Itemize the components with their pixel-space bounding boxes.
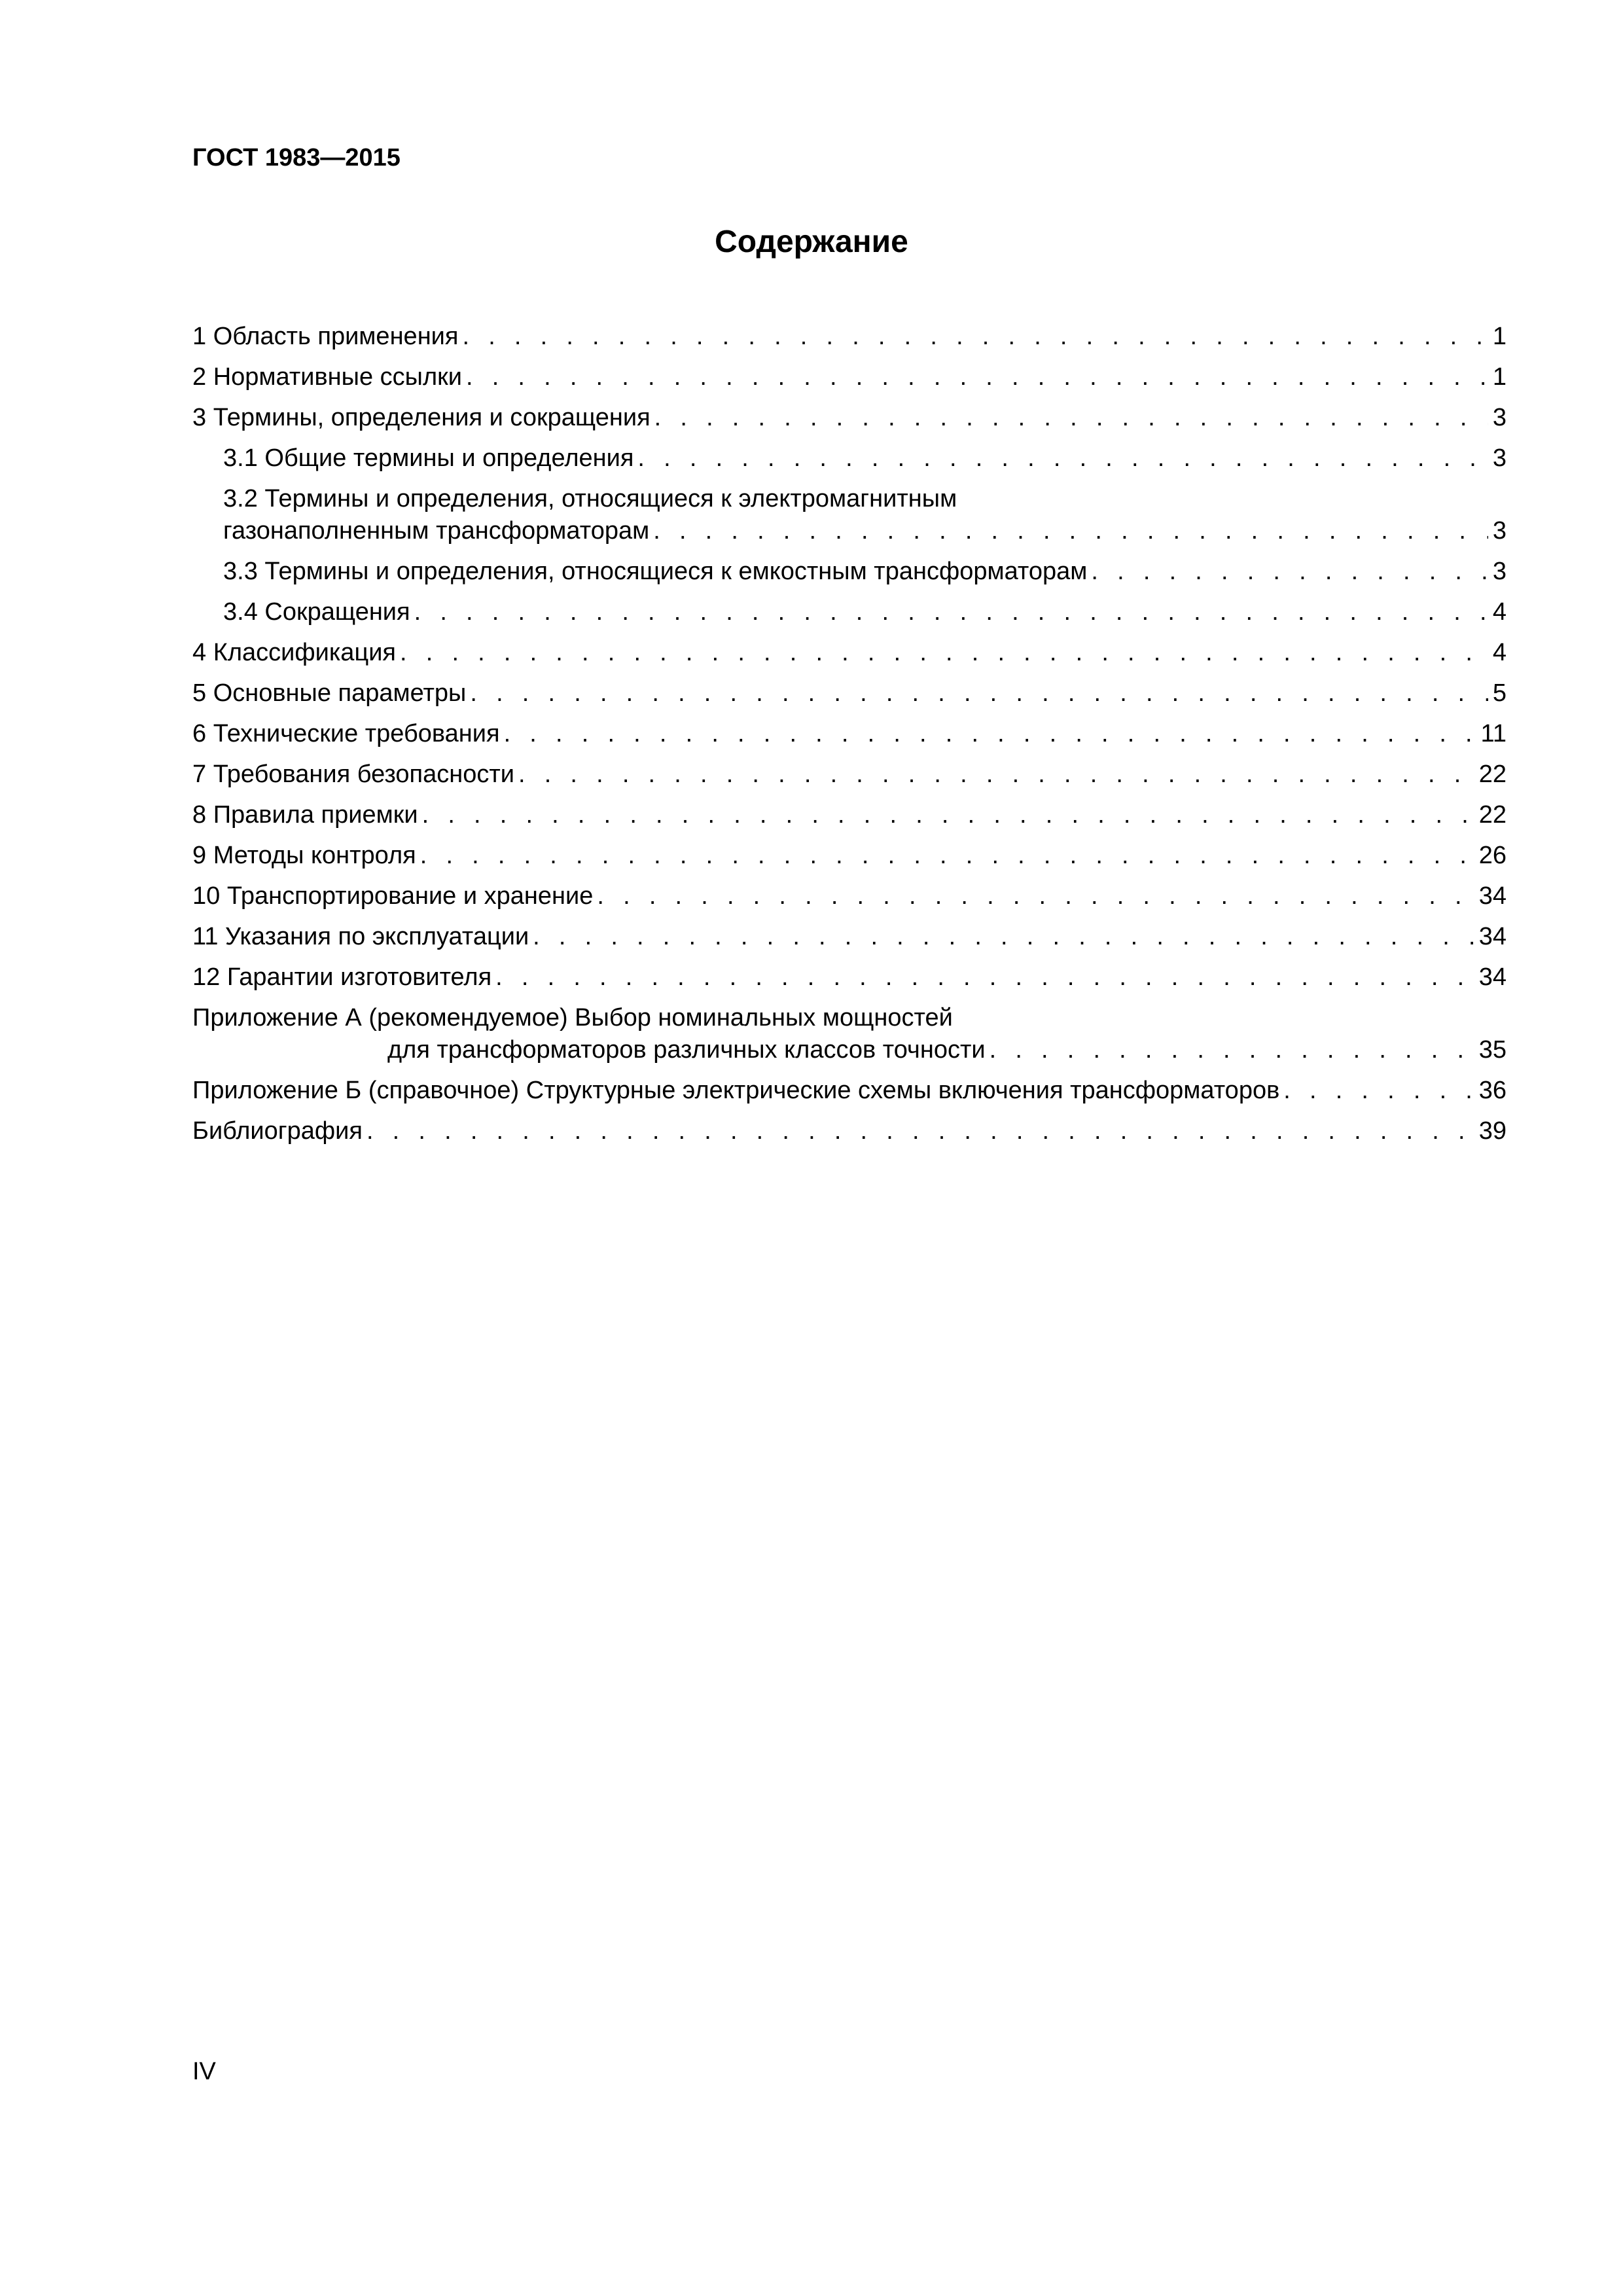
- toc-entry[interactable]: [192, 880, 1507, 912]
- toc-entry-text: 2 Нормативные ссылки: [192, 363, 462, 391]
- dot-leader: [400, 637, 1488, 669]
- toc-entry-page: 34: [1478, 963, 1507, 991]
- toc-entry-page: 1: [1492, 323, 1507, 350]
- toc-subentry[interactable]: [192, 556, 1507, 588]
- toc-entry-page: 36: [1478, 1077, 1507, 1104]
- toc-entry-page: 34: [1478, 923, 1507, 950]
- toc-subentry[interactable]: [192, 596, 1507, 628]
- toc-entry-text: 3.3 Термины и определения, относящиеся к емкостным трансформаторам: [223, 558, 1088, 585]
- document-header: ГОСТ 1983—2015: [192, 144, 401, 171]
- dot-leader: [1283, 1075, 1474, 1107]
- toc-entry-text: 1 Область применения: [192, 323, 459, 350]
- toc-entry-text-line1: Приложение А (рекомендуемое) Выбор номинальных мощностей: [192, 1004, 953, 1031]
- toc-entry-page: 3: [1492, 558, 1507, 585]
- dot-leader: [495, 961, 1475, 994]
- toc-entry-page: 4: [1492, 639, 1507, 666]
- toc-entry-page: 11: [1480, 720, 1507, 747]
- toc-entry-page: 26: [1478, 842, 1507, 869]
- dot-leader: [466, 361, 1488, 393]
- toc-entry[interactable]: [192, 840, 1507, 872]
- toc-entry-page: 3: [1492, 404, 1507, 431]
- toc-entry[interactable]: [192, 759, 1507, 791]
- toc-title: Содержание: [715, 224, 908, 259]
- toc-entry-text: 12 Гарантии изготовителя: [192, 963, 492, 991]
- toc-entry-text: для трансформаторов различных классов точности: [387, 1036, 986, 1064]
- toc-entry[interactable]: [192, 1075, 1507, 1107]
- toc-entry-text: Приложение Б (справочное) Структурные электрические схемы включения трансформаторов: [192, 1077, 1280, 1104]
- dot-leader: [653, 515, 1488, 547]
- dot-leader: [504, 718, 1477, 750]
- page-number: IV: [192, 2058, 216, 2085]
- toc-entry-text: 11 Указания по эксплуатации: [192, 923, 529, 950]
- toc-entry[interactable]: [192, 361, 1507, 393]
- dot-leader: [597, 880, 1474, 912]
- toc-entry-text: 9 Методы контроля: [192, 842, 416, 869]
- toc-entry-page: 39: [1478, 1117, 1507, 1145]
- dot-leader: [990, 1034, 1475, 1066]
- table-of-contents: [192, 321, 1507, 1147]
- toc-entry-text: 8 Правила приемки: [192, 801, 418, 829]
- toc-entry[interactable]: [192, 921, 1507, 953]
- toc-entry-text: 4 Классификация: [192, 639, 397, 666]
- dot-leader: [518, 759, 1475, 791]
- dot-leader: [462, 321, 1488, 353]
- toc-entry[interactable]: [192, 961, 1507, 994]
- toc-entry[interactable]: [192, 718, 1507, 750]
- dot-leader: [637, 442, 1488, 475]
- toc-entry-text: газонаполненным трансформаторам: [223, 517, 650, 545]
- toc-entry[interactable]: [192, 677, 1507, 709]
- toc-entry-page: 22: [1478, 761, 1507, 788]
- toc-entry-text: 10 Транспортирование и хранение: [192, 882, 594, 910]
- toc-entry[interactable]: [192, 637, 1507, 669]
- dot-leader: [470, 677, 1488, 709]
- toc-entry-text: 3 Термины, определения и сокращения: [192, 404, 651, 431]
- toc-entry-text: 3.1 Общие термины и определения: [223, 444, 634, 472]
- toc-entry[interactable]: [192, 1115, 1507, 1147]
- dot-leader: [533, 921, 1475, 953]
- toc-entry-page: 3: [1492, 517, 1507, 545]
- dot-leader: [420, 840, 1475, 872]
- toc-entry-page: 5: [1492, 679, 1507, 707]
- toc-subentry-multiline[interactable]: [192, 483, 1507, 547]
- toc-entry[interactable]: [192, 799, 1507, 831]
- toc-entry[interactable]: [192, 402, 1507, 434]
- dot-leader: [654, 402, 1488, 434]
- toc-entry-page: 1: [1492, 363, 1507, 391]
- toc-entry-text: 5 Основные параметры: [192, 679, 467, 707]
- toc-entry-text-line1: 3.2 Термины и определения, относящиеся к электромагнитным: [223, 485, 957, 512]
- toc-entry-page: 22: [1478, 801, 1507, 829]
- dot-leader: [422, 799, 1475, 831]
- dot-leader: [366, 1115, 1475, 1147]
- toc-entry[interactable]: [192, 321, 1507, 353]
- dot-leader: [414, 596, 1488, 628]
- toc-entry-text: Библиография: [192, 1117, 363, 1145]
- toc-subentry[interactable]: [192, 442, 1507, 475]
- toc-entry-text: 6 Технические требования: [192, 720, 500, 747]
- toc-entry-text: 7 Требования безопасности: [192, 761, 514, 788]
- toc-appendix-multiline[interactable]: [192, 1002, 1507, 1066]
- toc-entry-page: 4: [1492, 598, 1507, 626]
- dot-leader: [1091, 556, 1488, 588]
- toc-entry-page: 34: [1478, 882, 1507, 910]
- toc-entry-page: 3: [1492, 444, 1507, 472]
- toc-entry-page: 35: [1478, 1036, 1507, 1064]
- toc-entry-text: 3.4 Сокращения: [223, 598, 410, 626]
